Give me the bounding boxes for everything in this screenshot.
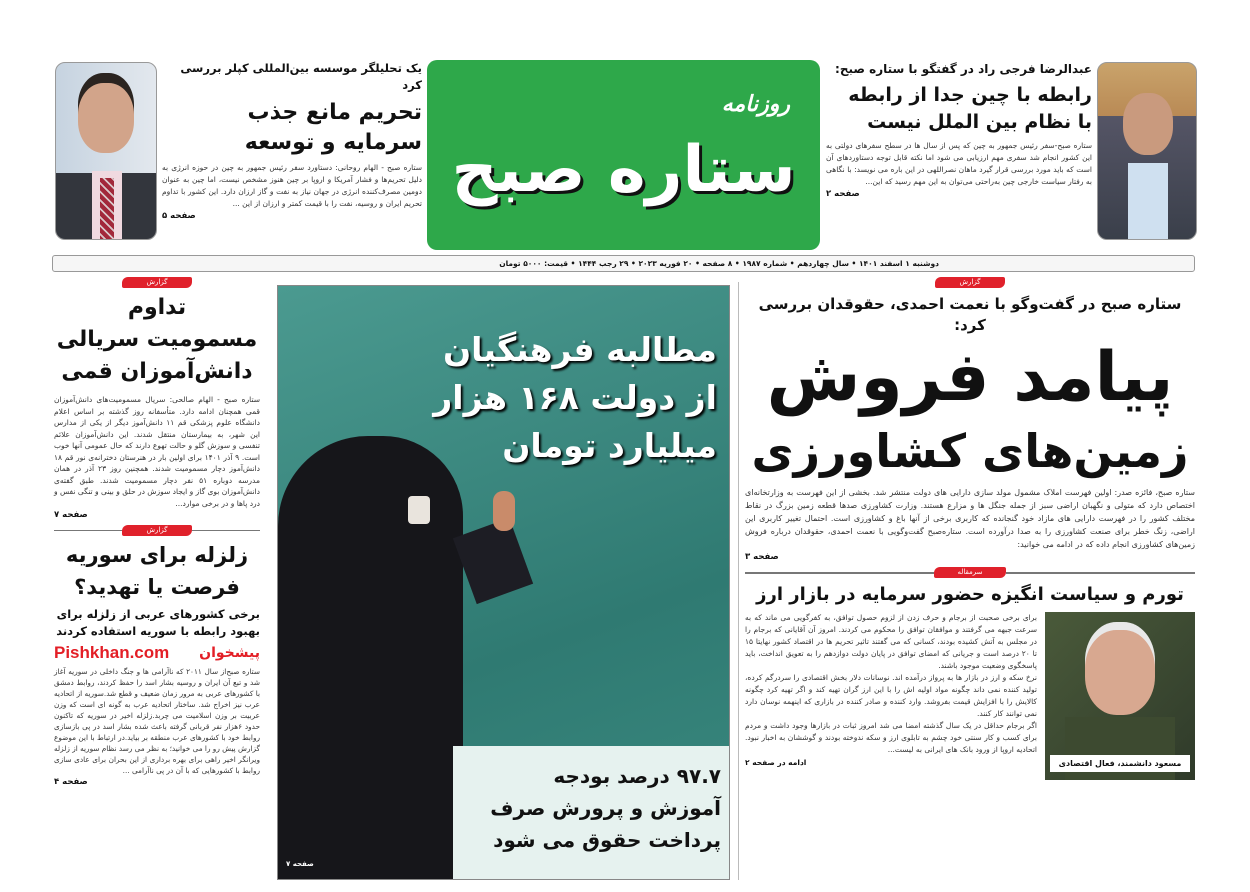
lead-page: صفحه ۳	[745, 552, 779, 562]
divider-row	[745, 567, 1195, 578]
photo-daneshmand	[1045, 612, 1195, 780]
paragraph: اگر برجام حداقل در یک سال گذشته امضا می شد امروز ثبات در بازارها وجود داشت و مردم برای کسب و کار سنتی خود چشم به تابلوی ارز و سکه ندوخته بودند و گوششان به اخبار نبود. اتحادیه اروپا از ورود بانک های ایرانی به لیست...	[745, 721, 1037, 754]
headline-line: پیامد فروش	[766, 338, 1174, 417]
left2-subheadline	[54, 606, 260, 640]
headline-line: فرصت یا تهدید؟	[74, 575, 240, 599]
headline-line: با نظام بین الملل نیست	[867, 111, 1092, 133]
subtitle-box	[453, 746, 730, 880]
top-right-headline	[826, 82, 1092, 136]
editorial-page: ادامه در صفحه ۲	[745, 758, 807, 767]
headline-line: دانش‌آموزان قمی	[61, 359, 253, 384]
divider	[54, 530, 122, 531]
headline-line: مطالبه فرهنگیان	[442, 330, 717, 369]
sub-line: بهبود رابطه با سوریه استفاده کردند	[56, 624, 260, 638]
top-right-kicker: عبدالرضا فرجی راد در گفتگو با ستاره صبح:	[835, 62, 1092, 76]
left2-headline	[54, 539, 260, 603]
sub-line: برخی کشورهای عربی از زلزله برای	[56, 607, 260, 621]
watermark: پیشخوان	[199, 645, 260, 661]
photo-farajirad	[1097, 62, 1197, 240]
section-label: گزارش	[935, 277, 1005, 288]
divider-row	[54, 525, 260, 536]
right-column	[745, 277, 1195, 780]
photo-caption: مسعود دانشمند، فعال اقتصادی	[1050, 755, 1190, 772]
headline-line: تداوم	[127, 295, 187, 320]
photo-page: صفحه ۷	[286, 860, 314, 868]
left1-page: صفحه ۷	[54, 510, 88, 520]
subtitle-line: ۹۷.۷ درصد بودجه	[553, 764, 721, 788]
top-left-body: ستاره صبح - الهام روحانی: دستاورد سفر رئیس جمهور به چین در حوزه انرژی به دلیل تحریم‌ها و فشار آمریکا و اروپا بر چین هنوز مشخص نیست، اما چین به عنوان دومین مصرف‌کننده انرژی در جهان نیاز به نفت و گاز ارزان دارد. این کشور با تداوم تحریم ایران و روسیه، نفت را با قیمت کمتر و ارزان از این ...	[162, 163, 422, 208]
subtitle-line: آموزش و پرورش صرف	[490, 796, 721, 820]
section-label: گزارش	[122, 525, 192, 536]
top-left-story	[162, 60, 422, 223]
divider	[745, 572, 934, 574]
photo-story	[277, 285, 730, 880]
headline-line: از دولت ۱۶۸ هزار	[433, 378, 717, 417]
photo-subtitle	[459, 760, 721, 856]
top-left-page: صفحه ۵	[162, 211, 196, 221]
paragraph: برای برخی صحبت از برجام و حرف زدن از لزوم حصول توافق، به کفرگویی می ماند که به سرعت جبهه می گرفتند و موافقان توافق را محکوم می کردند. امروز آن آقایانی که برجام را در مجلس به آتش کشیده بودند، کسانی که می گفتند تاثیر تحریم ها در اقتصاد کشور نهایتا ۱۵ تا ۲۰ درصد است و جریانی که امضای توافق در پایان دولت دوازدهم را به تعویق انداخت، باید پاسخگوی وضعیت موجود باشند.	[745, 613, 1037, 670]
headline-line: تحریم مانع جذب	[247, 100, 422, 125]
teacher-figure	[278, 436, 463, 880]
masthead-logo: ستاره صبح	[451, 133, 796, 207]
left1-headline	[54, 292, 260, 388]
headline-line: مسمومیت سریالی	[56, 327, 258, 352]
divider	[192, 530, 260, 531]
section-label: گزارش	[122, 277, 192, 288]
top-right-page: صفحه ۲	[826, 189, 860, 199]
headline-line: سرمایه و توسعه	[244, 130, 422, 155]
top-right-story	[826, 60, 1092, 201]
headline-line: زلزله برای سوریه	[65, 543, 249, 567]
editorial-row	[745, 612, 1195, 780]
editorial-headline: تورم و سیاست انگیزه حضور سرمایه در بازار ارز	[756, 584, 1184, 605]
left2-body: ستاره صبح‌از سال ۲۰۱۱ که ناآرامی ها و جنگ داخلی در سوریه آغاز شد و تبع آن ایران و روسیه بشار اسد را حفظ کردند، روابط دمشق با کشورهای عربی به مرور زمان ضعیف و قطع شد.سوریه از اتحادیه عرب نیز اخراج شد. ساختار اتحادیه عرب به گونه ای است که وزن عربیت بر وزن اسلامیت می چربد.زلزله اخیر در سوریه که تاکنون حدود ۶هزار نفر قربانی گرفته باعث شده بشار اسد در پی بازسازی روابط خود با کشورهای عرب منطقه بر بیاید.در ارتباط با این موضوع گزارش پیش رو را می خوانید؛ به نظر می رسد نظام سوریه از زلزله ویرانگر اخیر راهی برای بهره برداری از این بحران برای عادی سازی روابط با کشورهایی که با آن در پی ناآرامی ...	[54, 667, 261, 775]
date-bar	[52, 255, 1195, 272]
top-left-kicker: یک تحلیلگر موسسه بین‌المللی کپلر بررسی کرد	[180, 61, 422, 92]
left1-body: ستاره صبح - الهام صالحی: سریال مسمومیت‌های دانش‌آموزان قمی همچنان ادامه دارد. متأسفانه روز گذشته بر اساس اعلام دانشگاه علوم پزشکی قم ۱۱ دانش‌آموز دیگر از یکی از مدارس این شهر، به بیمارستان منتقل شدند. این دانش‌آموزان علائم تنفسی و سوزش گلو و حالت تهوع دارند که حال عمومی آنها خوب است. ۹ آذر ۱۴۰۱ برای اولین بار در هنرستان دخترانه‌ی نور قم ۱۸ دانش‌آموز دچار مسمومیت شدند. همچنین روز ۲۳ آذر در همان مدرسه دوباره ۵۱ نفر دچار مسمومیت شدند. طبق گفته‌ی دانش‌آموزان بوی گاز و ایجاد سوزش در حلق و بینی و تنگی نفس و درد پاها و در برخی موارد...	[53, 395, 260, 508]
editorial-body	[745, 612, 1037, 780]
headline-line: رابطه با چین جدا از رابطه	[848, 84, 1092, 106]
left-column	[54, 277, 260, 789]
left2-page: صفحه ۴	[54, 777, 88, 787]
lead-body: ستاره صبح، فائزه صدر: اولین فهرست املاک مشمول مولد سازی دارایی های دولت منتشر شد. بخشی از این فهرست به وزارتخانه‌ای اختصاص دارد که متولی و نگهبان اراضی سبز از جمله جنگل ها و مزارع هستند. وزارت کشاورزی صدها قطعه زمین بزرگ در نقاط مختلف کشور را در فهرست دارایی های مازاد خود گنجانده که کاربری برخی از آنها باغ و کشاورزی است. احتمال تغییر کاربری این اراضی، زنگ خطر برای صنعت کشاورزی را به صدا درآورده است. ستاره‌صبح گفت‌وگویی با نعمت احمدی، حقوقدان درباره فروش زمین‌های کشاورزی انجام داده که در ادامه می خوانید:	[745, 488, 1195, 549]
top-right-body: ستاره صبح-سفر رئیس جمهور به چین که پس از سال ها در سطح سفرهای دولتی به این کشور انجام شد سفری مهم ارزیابی می شود اما نکته قابل توجه دستاوردهای آن است که باید مورد بررسی قرار گیرد ماهان نصراللهی در این باره می نویسد: با نگاهی به رفتار سیاست خارجی چین به‌راحتی می‌توان به این مهم رسید که این...	[826, 141, 1092, 186]
subtitle-line: پرداخت حقوق می شود	[493, 828, 721, 852]
editorial-label: سرمقاله	[934, 567, 1006, 578]
headline-line: میلیارد تومان	[502, 426, 717, 465]
lead-kicker: ستاره صبح در گفت‌وگو با نعمت احمدی، حقوقدان بررسی کرد:	[758, 295, 1182, 334]
column-divider	[738, 282, 739, 880]
divider	[1006, 572, 1195, 574]
photo-analyst	[55, 62, 157, 240]
photo-headline	[297, 326, 717, 470]
paragraph: نرخ سکه و ارز در بازار ها به پرواز درآمده اند. نوسانات دلار بخش اقتصادی را سردرگم کرده، تولید کننده نمی داند چگونه مواد اولیه اش را با این ارز گران تهیه کند و اگر تهیه کرد چگونه کالایش را با افزایش قیمت بفروشد. وارد کننده و صادر کننده در بازاری که اینهمه نوسان دارد نمی توانند کار کنند.	[745, 673, 1037, 718]
masthead-prefix: روزنامه	[721, 92, 790, 117]
masthead	[427, 60, 820, 250]
watermark-url: Pishkhan.com	[54, 643, 170, 662]
watermark-row	[54, 642, 260, 664]
top-left-headline	[162, 98, 422, 158]
lead-headline	[745, 336, 1195, 482]
issue-info: دوشنبه ۱ اسفند ۱۴۰۱ • سال چهاردهم • شماره ۱۹۸۷ • ۸ صفحه • ۲۰ فوریه ۲۰۲۳ • ۲۹ رجب ۱۴۴۴ • قیمت: ۵۰۰۰ تومان	[499, 259, 939, 268]
headline-line: زمین‌های کشاورزی	[751, 424, 1189, 478]
